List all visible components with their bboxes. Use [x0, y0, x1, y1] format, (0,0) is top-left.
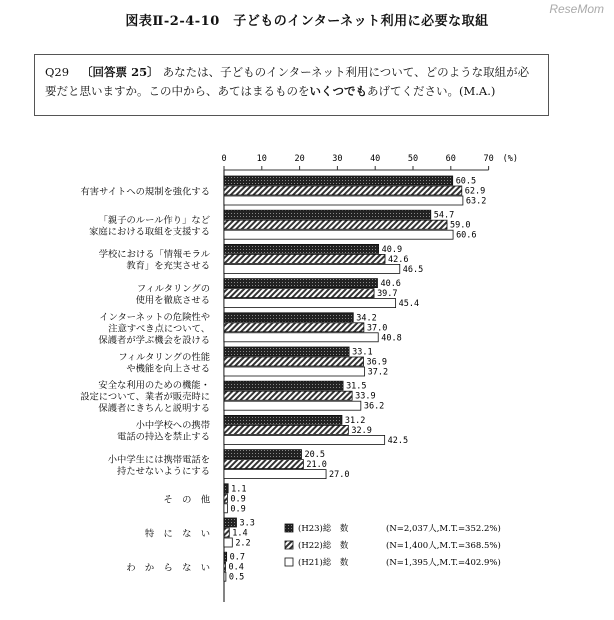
bar-h23 [224, 450, 301, 459]
category-label: 持たせないようにする [117, 465, 210, 477]
value-label: 36.9 [366, 357, 387, 368]
value-label: 33.1 [352, 347, 373, 358]
category-label: や機能を向上させる [126, 363, 210, 375]
bar-h21 [224, 196, 463, 205]
category-label: 電話の持込を禁止する [117, 431, 210, 443]
category-label: わ か ら な い [126, 562, 210, 574]
bar-h23 [224, 484, 228, 493]
value-label: 0.7 [229, 552, 246, 563]
bar-h22 [224, 562, 226, 571]
bar-h23 [224, 176, 453, 185]
x-tick-label: 50 [407, 154, 419, 164]
value-label: 59.0 [450, 220, 471, 231]
category-label: 安全な利用のための機能・ [98, 380, 210, 392]
bar-h22 [224, 391, 352, 400]
bar-h21 [224, 470, 326, 479]
value-label: 34.2 [356, 313, 377, 324]
category-label: インターネットの危険性や [99, 311, 210, 323]
bar-h23 [224, 244, 379, 253]
bar-h22 [224, 357, 363, 366]
x-tick-label: 20 [294, 154, 305, 164]
category-label: 小中学生には携帯電話を [107, 454, 210, 466]
value-label: 0.5 [228, 572, 245, 583]
bar-h22 [224, 425, 348, 434]
answer-card-label: 〔回答票 25〕 [81, 65, 159, 79]
category-label: 特 に な い [144, 528, 210, 540]
bar-h23 [224, 415, 342, 424]
x-tick-label: 10 [256, 154, 267, 164]
bar-h22 [224, 186, 462, 195]
bar-h21 [224, 504, 227, 513]
question-number: Q29 [45, 65, 70, 79]
value-label: 54.7 [433, 210, 455, 221]
value-label: 33.9 [355, 391, 376, 402]
bar-h21 [224, 230, 453, 239]
legend-swatch [285, 524, 293, 532]
category-label: フィルタリングの性能 [118, 351, 210, 363]
bar-h22 [224, 220, 447, 229]
value-label: 60.6 [456, 230, 477, 241]
category-label: 家庭における取組を支援する [89, 226, 210, 238]
chart-title: 図表Ⅱ-2-4-10 子どものインターネット利用に必要な取組 [125, 14, 489, 29]
value-label: 40.9 [381, 244, 403, 255]
value-label: 36.2 [363, 401, 385, 412]
category-label: 「親子のルール作り」など [98, 214, 210, 226]
bar-h21 [224, 401, 361, 410]
category-label: 注意すべき点について、 [108, 323, 210, 335]
x-axis-unit: (%) [502, 154, 518, 164]
bar-h23 [224, 313, 353, 322]
category-label: 有害サイトへの規制を強化する [80, 186, 210, 198]
bar-h21 [224, 333, 378, 342]
bar-h22 [224, 460, 303, 469]
bar-h21 [224, 299, 396, 308]
category-label: 設定について、業者が販売時に [80, 391, 210, 403]
bars [224, 176, 486, 583]
category-label: 使用を徹底させる [135, 294, 210, 306]
category-label: フィルタリングの [136, 283, 210, 295]
legend-series-note: (N=1,395人,M.T.=402.9%) [386, 558, 501, 568]
value-label: 40.8 [381, 333, 402, 344]
x-tick-label: 30 [332, 154, 343, 164]
category-label: 保護者が学ぶ機会を設ける [98, 334, 210, 346]
bar-h21 [224, 538, 232, 547]
question-text-after: あげてください。(M.A.) [367, 84, 496, 98]
category-label: 学校における「情報モラル [98, 249, 210, 261]
value-label: 37.2 [367, 367, 389, 378]
bar-h23 [224, 210, 431, 219]
bar-h21 [224, 572, 226, 581]
value-label: 45.4 [398, 299, 420, 310]
value-label: 21.0 [306, 460, 327, 471]
bar-h22 [224, 289, 374, 298]
value-label: 46.5 [402, 264, 424, 275]
value-label: 62.9 [464, 186, 486, 197]
value-label: 1.4 [232, 528, 248, 539]
legend-series-note: (N=2,037人,M.T.=352.2%) [386, 524, 501, 534]
bar-h21 [224, 435, 385, 444]
value-label: 37.0 [366, 323, 388, 334]
legend-series-note: (N=1,400人,M.T.=368.5%) [386, 541, 501, 551]
category-label: そ の 他 [163, 494, 210, 506]
value-label: 27.0 [329, 470, 350, 481]
question-text-before: あなたは、子どものインターネット利用について、どのような取組が必要だと思いますか。この中から、あてはまるものを [45, 65, 530, 98]
bar-h22 [224, 323, 364, 332]
category-label: 教育」を充実させる [126, 260, 210, 272]
bar-h22 [224, 494, 227, 503]
value-label: 39.7 [377, 289, 398, 300]
value-label: 31.2 [344, 415, 366, 426]
legend-series-name: (H22)総 数 [298, 541, 349, 551]
legend-series-name: (H23)総 数 [298, 524, 349, 534]
legend [285, 523, 501, 568]
value-label: 42.5 [387, 435, 409, 446]
category-label: 保護者にきちんと説明する [98, 403, 210, 415]
bar-h21 [224, 264, 400, 273]
category-label: 小中学校への携帯 [135, 420, 210, 432]
x-tick-label: 0 [221, 154, 227, 164]
value-label: 3.3 [239, 518, 255, 529]
value-label: 0.9 [230, 504, 246, 515]
bar-h23 [224, 381, 343, 390]
value-label: 32.9 [351, 425, 372, 436]
legend-swatch [285, 541, 293, 549]
x-tick-label: 40 [370, 154, 381, 164]
bar-h23 [224, 518, 236, 527]
category-labels [80, 186, 210, 574]
bar-h23 [224, 552, 227, 561]
value-label: 20.5 [304, 450, 325, 461]
value-label: 42.6 [388, 254, 409, 265]
value-label: 0.9 [230, 494, 246, 505]
x-tick-label: 70 [483, 154, 494, 164]
value-label: 40.6 [380, 279, 401, 290]
x-tick-label: 60 [445, 154, 456, 164]
bar-h23 [224, 347, 349, 356]
legend-swatch [285, 558, 293, 566]
value-label: 31.5 [346, 381, 367, 392]
value-label: 0.4 [228, 562, 244, 573]
bar-h22 [224, 254, 385, 263]
bar-h21 [224, 367, 365, 376]
resemom-logo: ReseMom [549, 2, 604, 16]
bar-h23 [224, 279, 377, 288]
bar-h22 [224, 528, 229, 537]
legend-series-name: (H21)総 数 [298, 558, 349, 568]
value-label: 1.1 [231, 484, 247, 495]
question-text-emphasis: いくつでも [309, 84, 367, 98]
value-label: 2.2 [235, 538, 251, 549]
value-label: 60.5 [455, 176, 477, 187]
value-label: 63.2 [465, 196, 487, 207]
